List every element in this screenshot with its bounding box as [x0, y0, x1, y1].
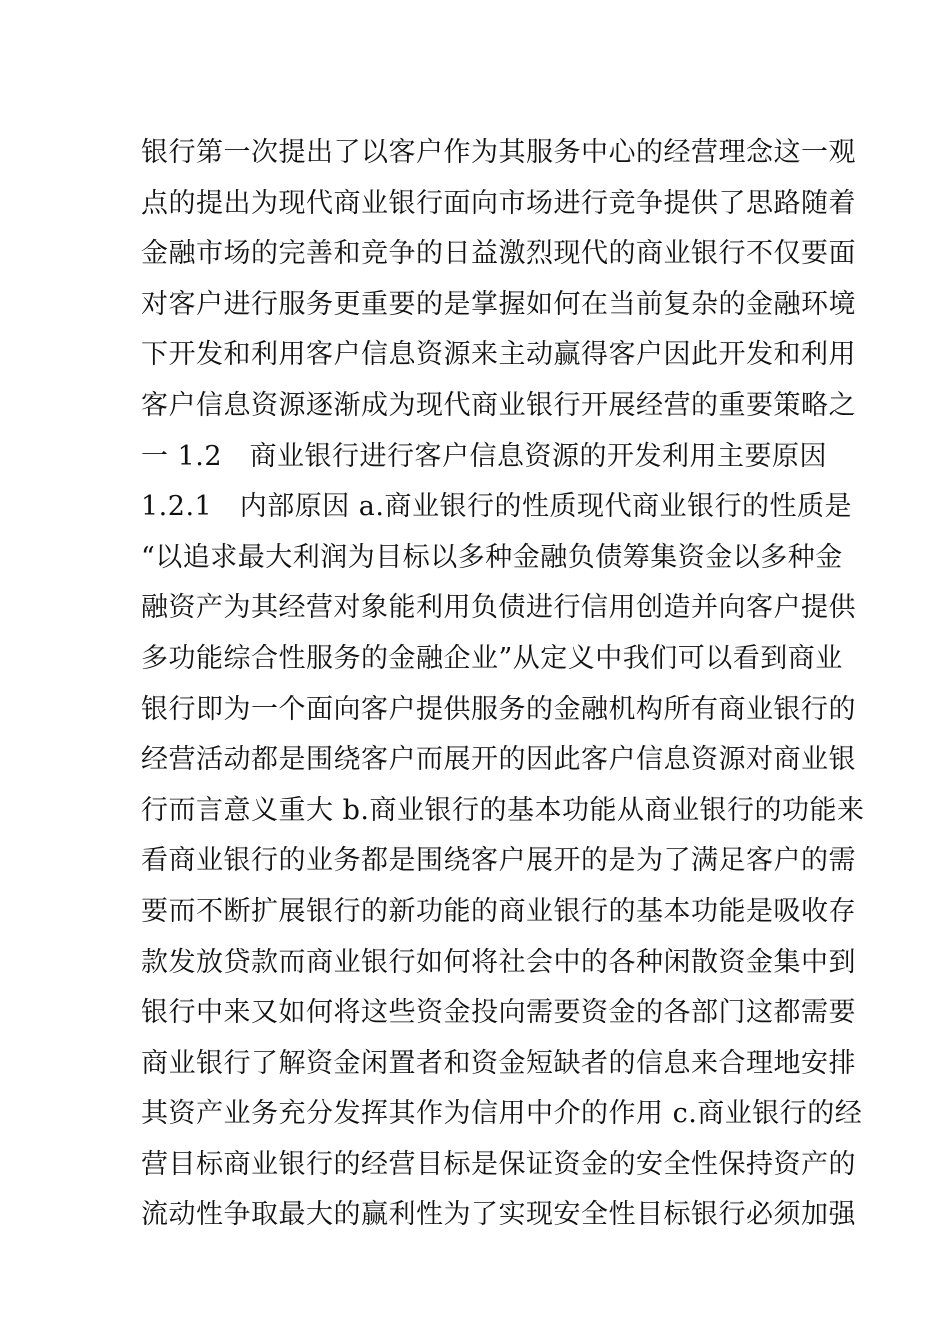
- text-line: 对客户进行服务更重要的是掌握如何在当前复杂的金融环境: [141, 288, 856, 320]
- text-line: 1.2.1 内部原因 a.商业银行的性质现代商业银行的性质是: [141, 491, 852, 523]
- text-line: 多功能综合性服务的金融企业”从定义中我们可以看到商业: [141, 642, 843, 674]
- text-line: 其资产业务充分发挥其作为信用中介的作用 c.商业银行的经: [141, 1098, 863, 1130]
- text-line: 营目标商业银行的经营目标是保证资金的安全性保持资产的: [141, 1148, 856, 1180]
- text-line: 行而言意义重大 b.商业银行的基本功能从商业银行的功能来: [141, 794, 865, 826]
- text-line: “以追求最大利润为目标以多种金融负债筹集资金以多种金: [141, 541, 843, 573]
- text-line: 流动性争取最大的赢利性为了实现安全性目标银行必须加强: [141, 1199, 856, 1231]
- text-line: 点的提出为现代商业银行面向市场进行竞争提供了思路随着: [141, 187, 856, 219]
- text-line: 经营活动都是围绕客户而展开的因此客户信息资源对商业银: [141, 744, 856, 776]
- text-line: 银行即为一个面向客户提供服务的金融机构所有商业银行的: [141, 693, 856, 725]
- text-line: 下开发和利用客户信息资源来主动赢得客户因此开发和利用: [141, 339, 856, 371]
- text-line: 银行中来又如何将这些资金投向需要资金的各部门这都需要: [141, 997, 856, 1029]
- text-line: 融资产为其经营对象能利用负债进行信用创造并向客户提供: [141, 592, 856, 624]
- text-line: 一 1.2 商业银行进行客户信息资源的开发利用主要原因: [141, 440, 828, 472]
- text-line: 要而不断扩展银行的新功能的商业银行的基本功能是吸收存: [141, 895, 856, 927]
- text-line: 金融市场的完善和竞争的日益激烈现代的商业银行不仅要面: [141, 238, 856, 270]
- text-line: 看商业银行的业务都是围绕客户展开的是为了满足客户的需: [141, 845, 856, 877]
- text-line: 款发放贷款而商业银行如何将社会中的各种闲散资金集中到: [141, 946, 856, 978]
- text-line: 商业银行了解资金闲置者和资金短缺者的信息来合理地安排: [141, 1047, 856, 1079]
- text-line: 客户信息资源逐渐成为现代商业银行开展经营的重要策略之: [141, 389, 856, 421]
- body-text: [141, 128, 865, 1241]
- text-line: 银行第一次提出了以客户作为其服务中心的经营理念这一观: [141, 137, 856, 168]
